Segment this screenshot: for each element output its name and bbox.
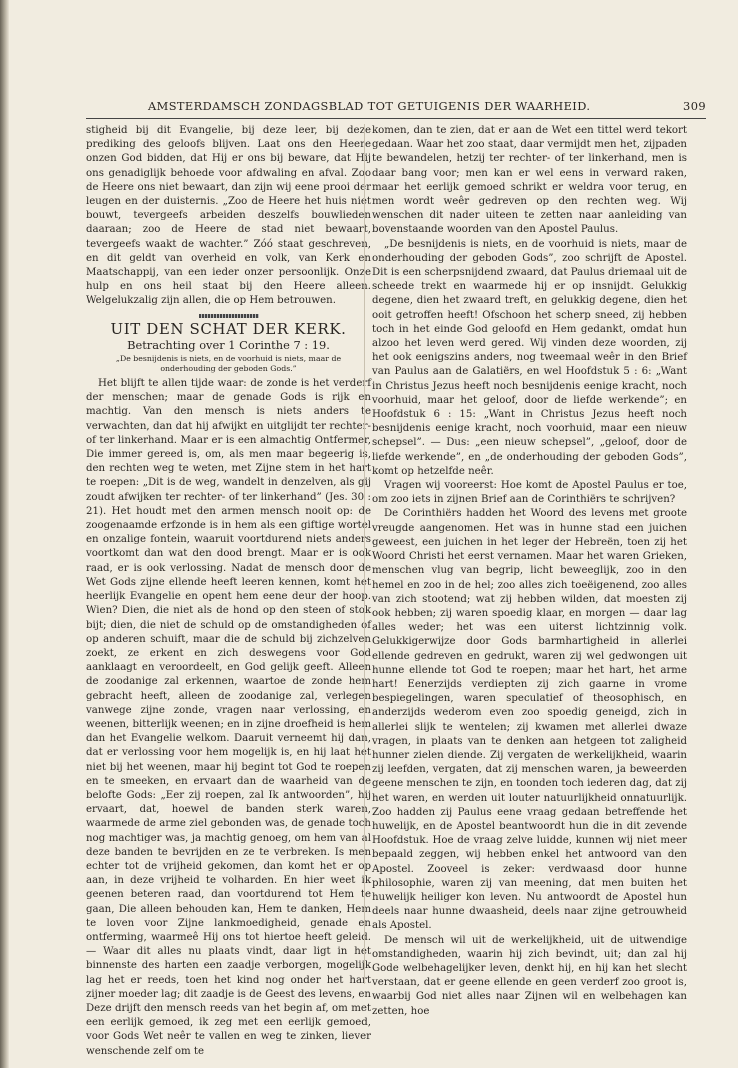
journal-title: AMSTERDAMSCH ZONDAGSBLAD TOT GETUIGENIS DER WAARHEID. [148,99,591,113]
body-paragraph: De Corinthiërs hadden het Woord des levens met groote vreugde aangenomen. Het was in hunne stad een juichen geweest, een juichen in het leger der Hebreën, toen zij het Woord Christi het eerst vernamen. Maar het waren Grieken, menschen vlug van begrip, licht beweeglijk, zoo in den hemel en zoo in de hel; zoo alles zich toeëigenend, zoo alles van zich stootend; wat zij hebben wilden, dat moesten zij ook hebben; zij waren spoedig klaar, en morgen — daar lag alles weder; het was een uiterst lichtzinnig volk. Gelukkigerwijze door Gods barmhartigheid in allerlei ellende gedreven en gedrukt, waren zij wel gedwongen uit hunne ellende tot God te roepen; maar het hart, het arme hart! Eenerzijds verdiepten zij zich gaarne in vrome bespiegelingen, waren speculatief of theosophisch, en anderzijds wederom even zoo spoedig geneigd, zich in allerlei slijk te wentelen; zij kwamen met allerlei dwaze vragen, in plaats van te denken aan hetgeen tot zaligheid hunner zielen diende. Zij vergaten de werkelijkheid, waarin zij leefden, vergaten, dat zij menschen waren, ja beweerden geene menschen te zijn, en toonden toch iederen dag, dat zij het waren, en werden uit louter natuurlijkheid onnatuurlijk. Zoo hadden zij Paulus eene vraag gedaan betreffende het huwelijk, en de Apostel beantwoordt hun die in dit zevende Hoofdstuk. Hoe de vraag zelve luidde, kunnen wij niet meer bepaald zeggen, wij hebben enkel het antwoord van den Apostel. Zooveel is zeker: verdwaasd door hunne philosophie, waren zij van meening, dat men buiten het huwelijk heiliger kon leven. Nu antwoordt de Apostel hun deels naar hunne dwaasheid, deels naar zijne getrouwheid als Apostel. [372,508,687,932]
book-spine-shadow [0,0,9,1068]
page-number: 309 [683,99,706,113]
body-paragraph: „De besnijdenis is niets, en de voorhuid is niets, maar de onderhouding der geboden Gods”, zoo schrijft de Apostel. Dit is een scherpsnijdend zwaard, dat Paulus driemaal uit de scheede trekt en waarmede hij er op insnijdt. Gelukkig degene, dien het zwaard treft, en gelukkig degene, dien het ooit getroffen heeft! Ofschoon het scherp sneed, zij hebben toch in het einde God geloofd en Hem gedankt, omdat hun alzoo het leven werd gered. Wij vinden deze woorden, zij het ook eenigszins anders, nog tweemaal weêr in den Brief van Paulus aan de Galatiërs, en wel Hoofdstuk 5 : 6: „Want in Christus Jezus heeft noch besnijdenis eenige kracht, noch voorhuid, maar het geloof, door de liefde werkende”; en Hoofdstuk 6 : 15: „Want in Christus Jezus heeft noch besnijdenis eenige kracht, noch voorhuid, maar een nieuw schepsel”. — Dus: „een nieuw schepsel”, „geloof, door de liefde werkende”, en „de onderhouding der geboden Gods”, komt op hetzelfde neêr. [372,238,687,477]
section-title: UIT DEN SCHAT DER KERK. [110,319,347,338]
intro-paragraph: stigheid bij dit Evangelie, bij deze leer, bij deze prediking des geloofs blijven. Laat ons den Heere onzen God bidden, dat Hij er ons bij beware, dat Hij ons genadiglijk behoede voor afdwaling en afval. Zoo de Heere ons niet bewaart, dan zijn wij eene prooi der leugen en der duisternis. „Zoo de Heere het huis niet bouwt, tevergeefs arbeiden deszelfs bouwlieden daaraan; zoo de Heere de stad niet bewaart, tevergeefs waakt de wachter.” Zóó staat geschreven, en dit geldt van overheid en volk, van Kerk en Maatschappij, van een ieder onzer persoonlijk. Onze hulp en ons heil staat bij den Heere alleen. Welgelukzalig zijn allen, die op Hem betrouwen. [86,125,371,307]
header-rule [86,118,706,119]
scripture-motto: „De besnijdenis is niets, en de voorhuid is niets, maar de onderhouding der geboden Gods.” [115,354,342,374]
body-paragraph: komen, dan te zien, dat er aan de Wet een tittel werd tekort gedaan. Waar het zoo staat, daar vermijdt men het, zijpaden te bewandelen, hetzij ter rechter- of ter linkerhand, men is daar bang voor; men kan er wel eens in verward raken, maar het eerlijk gemoed schrikt er weldra voor terug, en men wordt weêr gedreven op den rechten weg. Wij wenschen dit nader uiteen te zetten naar aanleiding van bovenstaande woorden van den Apostel Paulus. [372,125,687,236]
body-paragraph: Vragen wij vooreerst: Hoe komt de Apostel Paulus er toe, om zoo iets in zijnen Brief aan de Corinthiërs te schrijven? [372,480,687,506]
section-ornament [199,314,259,318]
article-subtitle: Betrachting over 1 Corinthe 7 : 19. [127,337,330,352]
body-paragraph: De mensch wil uit de werkelijkheid, uit de uitwendige omstandigheden, waarin hij zich bevindt, uit; dan zal hij Gode welbehagelijker leven, denkt hij, en hij kan het slecht verstaan, dat er geene ellende en geen verderf zoo groot is, waarbij God niet alles naar Zijnen wil en welbehagen kan zetten, hoe [372,934,687,1017]
running-header [86,99,706,117]
body-paragraph: Het blijft te allen tijde waar: de zonde is het verderf der menschen; maar de genade Gods is rijk en machtig. Van den mensch is niets anders te verwachten, dan dat hij afwijkt en uitglijdt ter rechter- of ter linkerhand. Maar er is een almachtig Ontfermer, Die immer gereed is, om, als men maar begeerig is, den rechten weg te weten, met Zijne stem in het hart te roepen: „Dit is de weg, wandelt in denzelven, als gij zoudt afwijken ter rechter- of ter linkerhand” (Jes. 30 : 21). Het houdt met den armen mensch nooit op: de zoogenaamde erfzonde is in hem als een giftige wortel en onzalige fontein, waaruit voortdurend niets anders voortkomt dan wat den dood brengt. Maar er is ook raad, er is ook verlossing. Nadat de mensch door de Wet Gods zijne ellende heeft leeren kennen, komt het heerlijk Evangelie en opent hem eene deur der hoop. Wien? Dien, die niet als de hond op den steen of stok bijt; dien, die niet de schuld op de omstandigheden of op anderen schuift, maar die de schuld bij zichzelven zoekt, ze erkent en zich deswegens voor God aanklaagt en veroordeelt, en God gelijk geeft. Alleen de zoodanige zal erkennen, waartoe de zonde hem gebracht heeft, alleen de zoodanige zal, verlegen vanwege zijne zonde, vragen naar verlossing, en weenen, bitterlijk weenen; en in zijne droefheid is hem dan het Evangelie welkom. Daaruit verneemt hij dan, dat er verlossing voor hem mogelijk is, en hij laat het niet bij het weenen, maar hij begint tot God te roepen en te smeeken, en ervaart dan de waarheid van de belofte Gods: „Eer zij roepen, zal Ik antwoorden”, hij ervaart, dat, hoewel de banden sterk waren, waarmede de arme ziel gebonden was, de genade toch nog machtiger was, ja machtig genoeg, om hem van al deze banden te bevrijden en ze te verbreken. Is men echter tot de vrijheid gekomen, dan komt het er op aan, in deze vrijheid te volharden. En hier weet ik geenen beteren raad, dan voortdurend tot Hem te gaan, Die alleen behouden kan, Hem te danken, Hem te loven voor Zijne lankmoedigheid, genade en ontferming, waarmeê Hij ons tot hiertoe heeft geleid. — Waar dit alles nu plaats vindt, daar ligt in het binnenste des harten een zaadje verborgen, mogelijk lag het er reeds, toen het kind nog onder het hart zijner moeder lag; dit zaadje is de Geest des levens, en Deze drijft den mensch reeds van het begin af, om met een eerlijk gemoed, ik zeg met een eerlijk gemoed, voor Gods Wet neêr te vallen en weg te zinken, liever wenschende zelf om te [86,378,371,1057]
right-column [372,124,687,1019]
left-column [86,124,371,1059]
column-separator [364,124,365,984]
